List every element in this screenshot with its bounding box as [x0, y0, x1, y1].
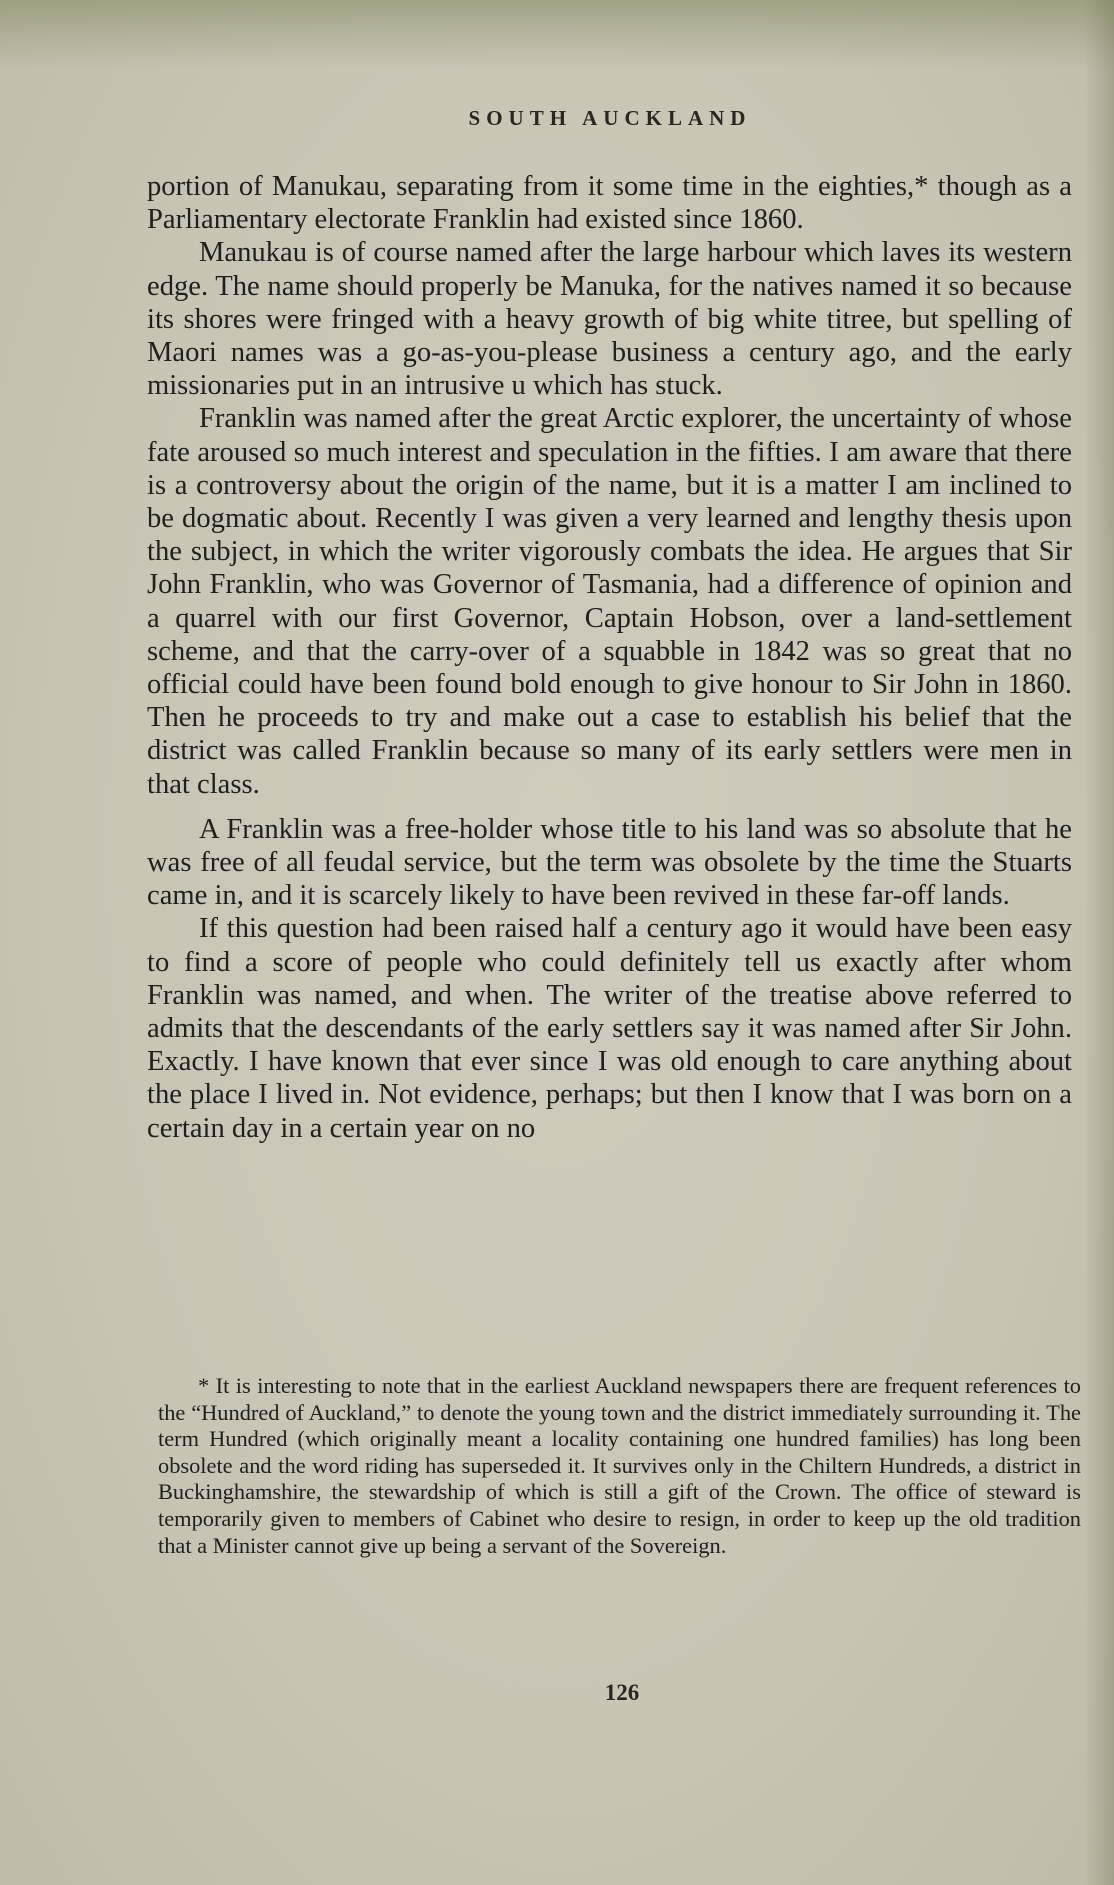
- footnote: * It is interesting to note that in the earliest Auckland newspapers there are frequent references to the “Hundred of Auckland,” to denote the young town and the district immediately surrounding it. The term Hundred (which originally meant a locality containing one hundred families) has long been obsolete and the word riding has superseded it. It survives only in the Chiltern Hundreds, a district in Buckinghamshire, the stewardship of which is still a gift of the Crown. The office of steward is temporarily given to members of Cabinet who desire to resign, in order to keep up the old tradition that a Minister cannot give up being a servant of the Sovereign.: [158, 1373, 1081, 1558]
- page-number: 126: [604, 1680, 640, 1705]
- paragraph-3: Franklin was named after the great Arctic explorer, the uncertainty of whose fate aroused so much interest and speculation in the fifties. I am aware that there is a controversy about the origin of the name, but it is a matter I am inclined to be dogmatic about. Recently I was given a very learned and lengthy thesis upon the subject, in which the writer vigorously combats the idea. He argues that Sir John Franklin, who was Governor of Tasmania, had a difference of opinion and a quarrel with our first Governor, Captain Hobson, over a land-settlement scheme, and that the carry-over of a squabble in 1842 was so great that no official could have been found bold enough to give honour to Sir John in 1860. Then he proceeds to try and make out a case to establish his belief that the district was called Franklin because so many of its early settlers were men in that class.: [147, 403, 1072, 800]
- paragraph-1: portion of Manukau, separating from it some time in the eighties,* though as a Parliamentary electorate Franklin had existed since 1860.: [147, 171, 1072, 236]
- body-text: [147, 170, 1072, 1145]
- scan-shadow-top: [0, 0, 1114, 70]
- paragraph-5: If this question had been raised half a century ago it would have been easy to find a score of people who could definitely tell us exactly after whom Franklin was named, and when. The writer of the treatise above referred to admits that the descendants of the early settlers say it was named after Sir John. Exactly. I have known that ever since I was old enough to care anything about the place I lived in. Not evidence, perhaps; but then I know that I was born on a certain day in a certain year on no: [147, 913, 1072, 1144]
- running-head: SOUTH AUCKLAND: [468, 106, 752, 130]
- paragraph-4: A Franklin was a free-holder whose title to his land was so absolute that he was free of all feudal service, but the term was obsolete by the time the Stuarts came in, and it is scarcely likely to have been revived in these far-off lands.: [147, 813, 1072, 912]
- paragraph-2: Manukau is of course named after the large harbour which laves its western edge. The name should properly be Manuka, for the natives named it so because its shores were fringed with a heavy growth of big white titree, but spelling of Maori names was a go-as-you-please business a century ago, and the early missionaries put in an intrusive u which has stuck.: [147, 237, 1072, 402]
- scan-shadow-right: [1084, 0, 1114, 1885]
